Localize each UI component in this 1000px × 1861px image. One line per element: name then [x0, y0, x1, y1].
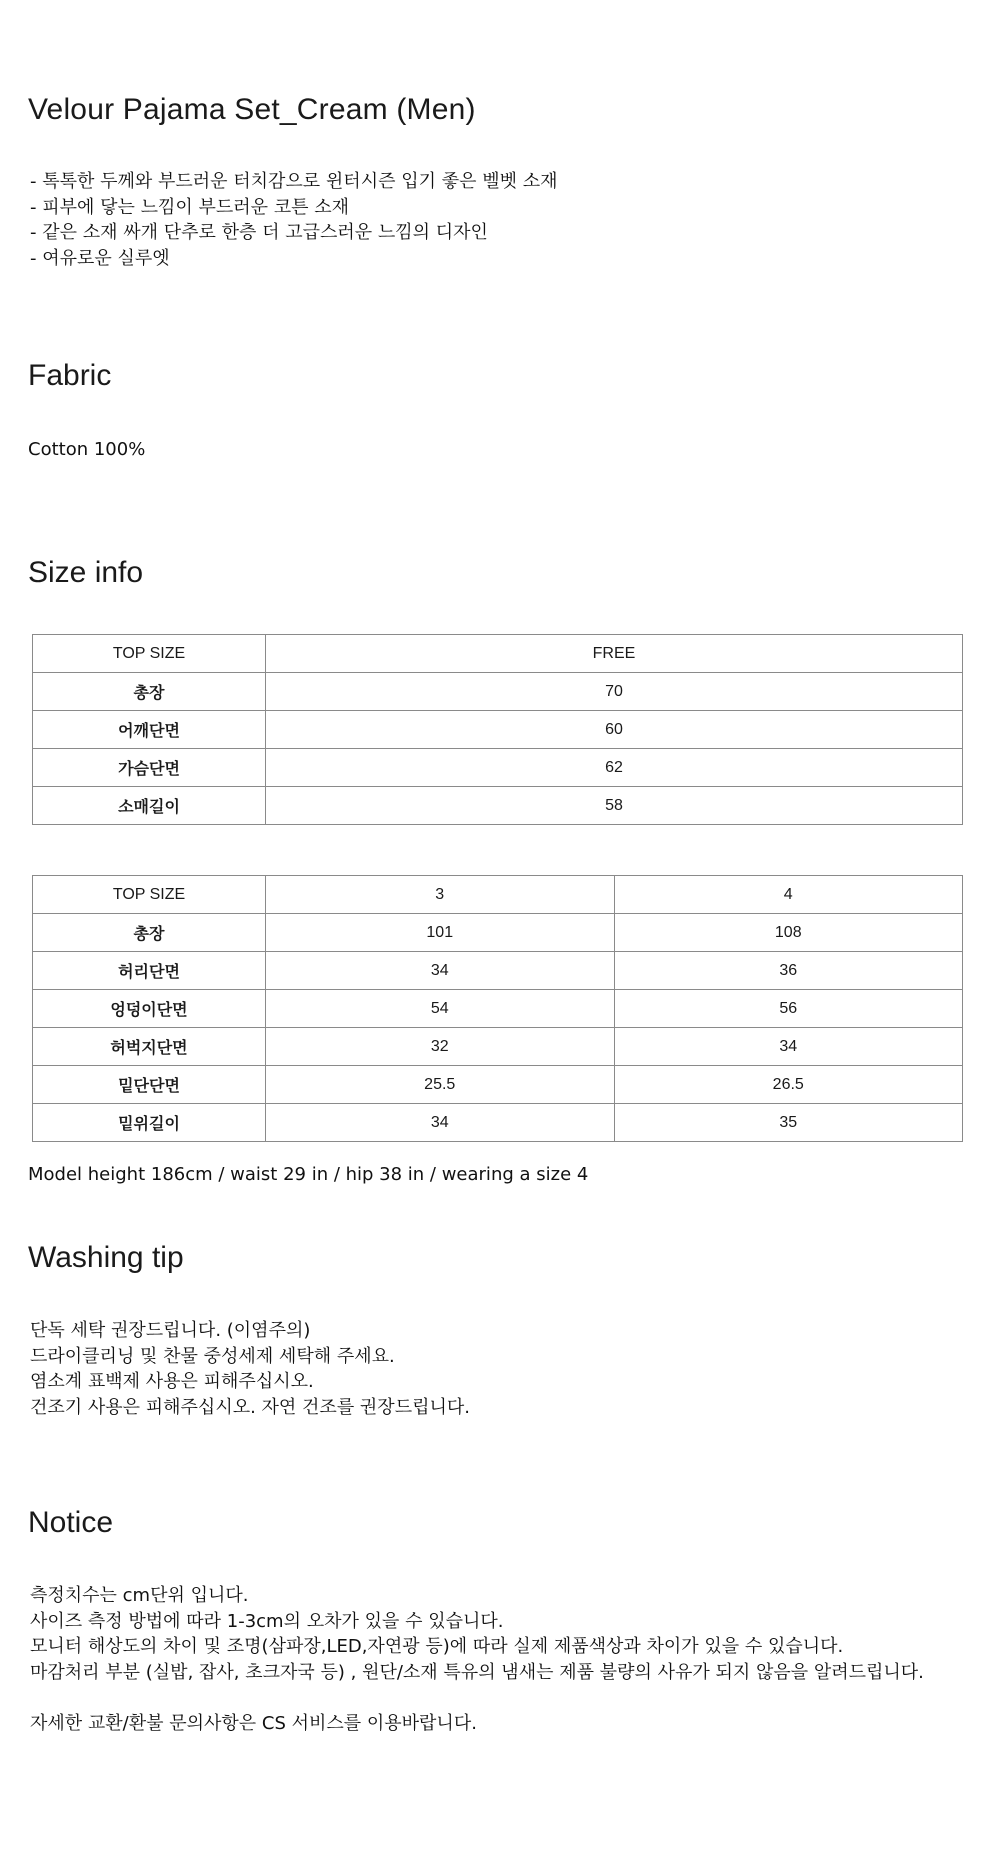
- table-row-label: 소매길이: [33, 787, 266, 825]
- table-row-label: 허리단면: [33, 952, 266, 990]
- table-row-label: 엉덩이단면: [33, 990, 266, 1028]
- table-cell: 70: [266, 673, 963, 711]
- size-info-heading: Size info: [28, 556, 144, 589]
- product-title: Velour Pajama Set_Cream (Men): [28, 93, 476, 126]
- table-row: [33, 1028, 963, 1066]
- table-cell: 54: [266, 990, 615, 1028]
- table-cell: 34: [614, 1028, 963, 1066]
- table-row: [33, 1066, 963, 1104]
- notice-line: 측정치수는 cm단위 입니다.: [30, 1585, 249, 1606]
- table-row: [33, 914, 963, 952]
- table-cell: 34: [266, 1104, 615, 1142]
- table-row-label: 밑단단면: [33, 1066, 266, 1104]
- table-header-cell: TOP SIZE: [33, 635, 266, 673]
- table-row: [33, 952, 963, 990]
- table-row-label: 총장: [33, 914, 266, 952]
- bottom-size-table: [32, 875, 963, 1142]
- table-cell: 58: [266, 787, 963, 825]
- table-row: [33, 787, 963, 825]
- washing-line: 드라이클리닝 및 찬물 중성세제 세탁해 주세요.: [30, 1345, 395, 1367]
- notice-line: 사이즈 측정 방법에 따라 1-3cm의 오차가 있을 수 있습니다.: [30, 1610, 504, 1632]
- fabric-heading: Fabric: [28, 359, 112, 392]
- feature-item: - 같은 소재 싸개 단추로 한층 더 고급스러운 느낌의 디자인: [30, 222, 488, 243]
- table-header-cell: TOP SIZE: [33, 876, 266, 914]
- table-cell: 26.5: [614, 1066, 963, 1104]
- notice-line: 마감처리 부분 (실밥, 잡사, 초크자국 등) , 원단/소재 특유의 냄새는 제품 불량의 사유가 되지 않음을 알려드립니다.: [30, 1661, 924, 1683]
- table-header-cell: 4: [614, 876, 963, 914]
- feature-list: [30, 169, 557, 271]
- washing-line: 건조기 사용은 피해주십시오. 자연 건조를 권장드립니다.: [30, 1396, 470, 1418]
- washing-line: 염소계 표백제 사용은 피해주십시오.: [30, 1371, 314, 1392]
- table-cell: 32: [266, 1028, 615, 1066]
- table-row: [33, 711, 963, 749]
- table-row: [33, 990, 963, 1028]
- washing-line: 단독 세탁 권장드립니다. (이염주의): [30, 1320, 311, 1341]
- notice-heading: Notice: [28, 1506, 114, 1539]
- washing-heading: Washing tip: [28, 1241, 184, 1274]
- top-size-table: [32, 634, 963, 825]
- fabric-value: Cotton 100%: [28, 439, 146, 460]
- table-cell: 101: [266, 914, 615, 952]
- feature-item: - 톡톡한 두께와 부드러운 터치감으로 윈터시즌 입기 좋은 벨벳 소재: [30, 171, 558, 192]
- table-row: [33, 673, 963, 711]
- feature-item: - 여유로운 실루엣: [30, 247, 170, 269]
- table-row: [33, 1104, 963, 1142]
- feature-item: - 피부에 닿는 느낌이 부드러운 코튼 소재: [30, 196, 350, 218]
- table-cell: 34: [266, 952, 615, 990]
- table-cell: 60: [266, 711, 963, 749]
- table-cell: 62: [266, 749, 963, 787]
- table-row-label: 어깨단면: [33, 711, 266, 749]
- table-row: [33, 749, 963, 787]
- table-cell: 56: [614, 990, 963, 1028]
- notice-list: [30, 1583, 924, 1685]
- table-header-row: [33, 635, 963, 673]
- table-cell: 25.5: [266, 1066, 615, 1104]
- table-header-cell: FREE: [266, 635, 963, 673]
- model-note: Model height 186cm / waist 29 in / hip 38 in / wearing a size 4: [28, 1164, 589, 1185]
- table-header-row: [33, 876, 963, 914]
- table-row-label: 허벅지단면: [33, 1028, 266, 1066]
- notice-line: 모니터 해상도의 차이 및 조명(삼파장,LED,자연광 등)에 따라 실제 제품색상과 차이가 있을 수 있습니다.: [30, 1636, 844, 1657]
- table-cell: 35: [614, 1104, 963, 1142]
- table-header-cell: 3: [266, 876, 615, 914]
- washing-list: [30, 1318, 470, 1420]
- table-cell: 36: [614, 952, 963, 990]
- notice-footer: 자세한 교환/환불 문의사항은 CS 서비스를 이용바랍니다.: [30, 1713, 477, 1734]
- table-cell: 108: [614, 914, 963, 952]
- table-row-label: 밑위길이: [33, 1104, 266, 1142]
- table-row-label: 총장: [33, 673, 266, 711]
- table-row-label: 가슴단면: [33, 749, 266, 787]
